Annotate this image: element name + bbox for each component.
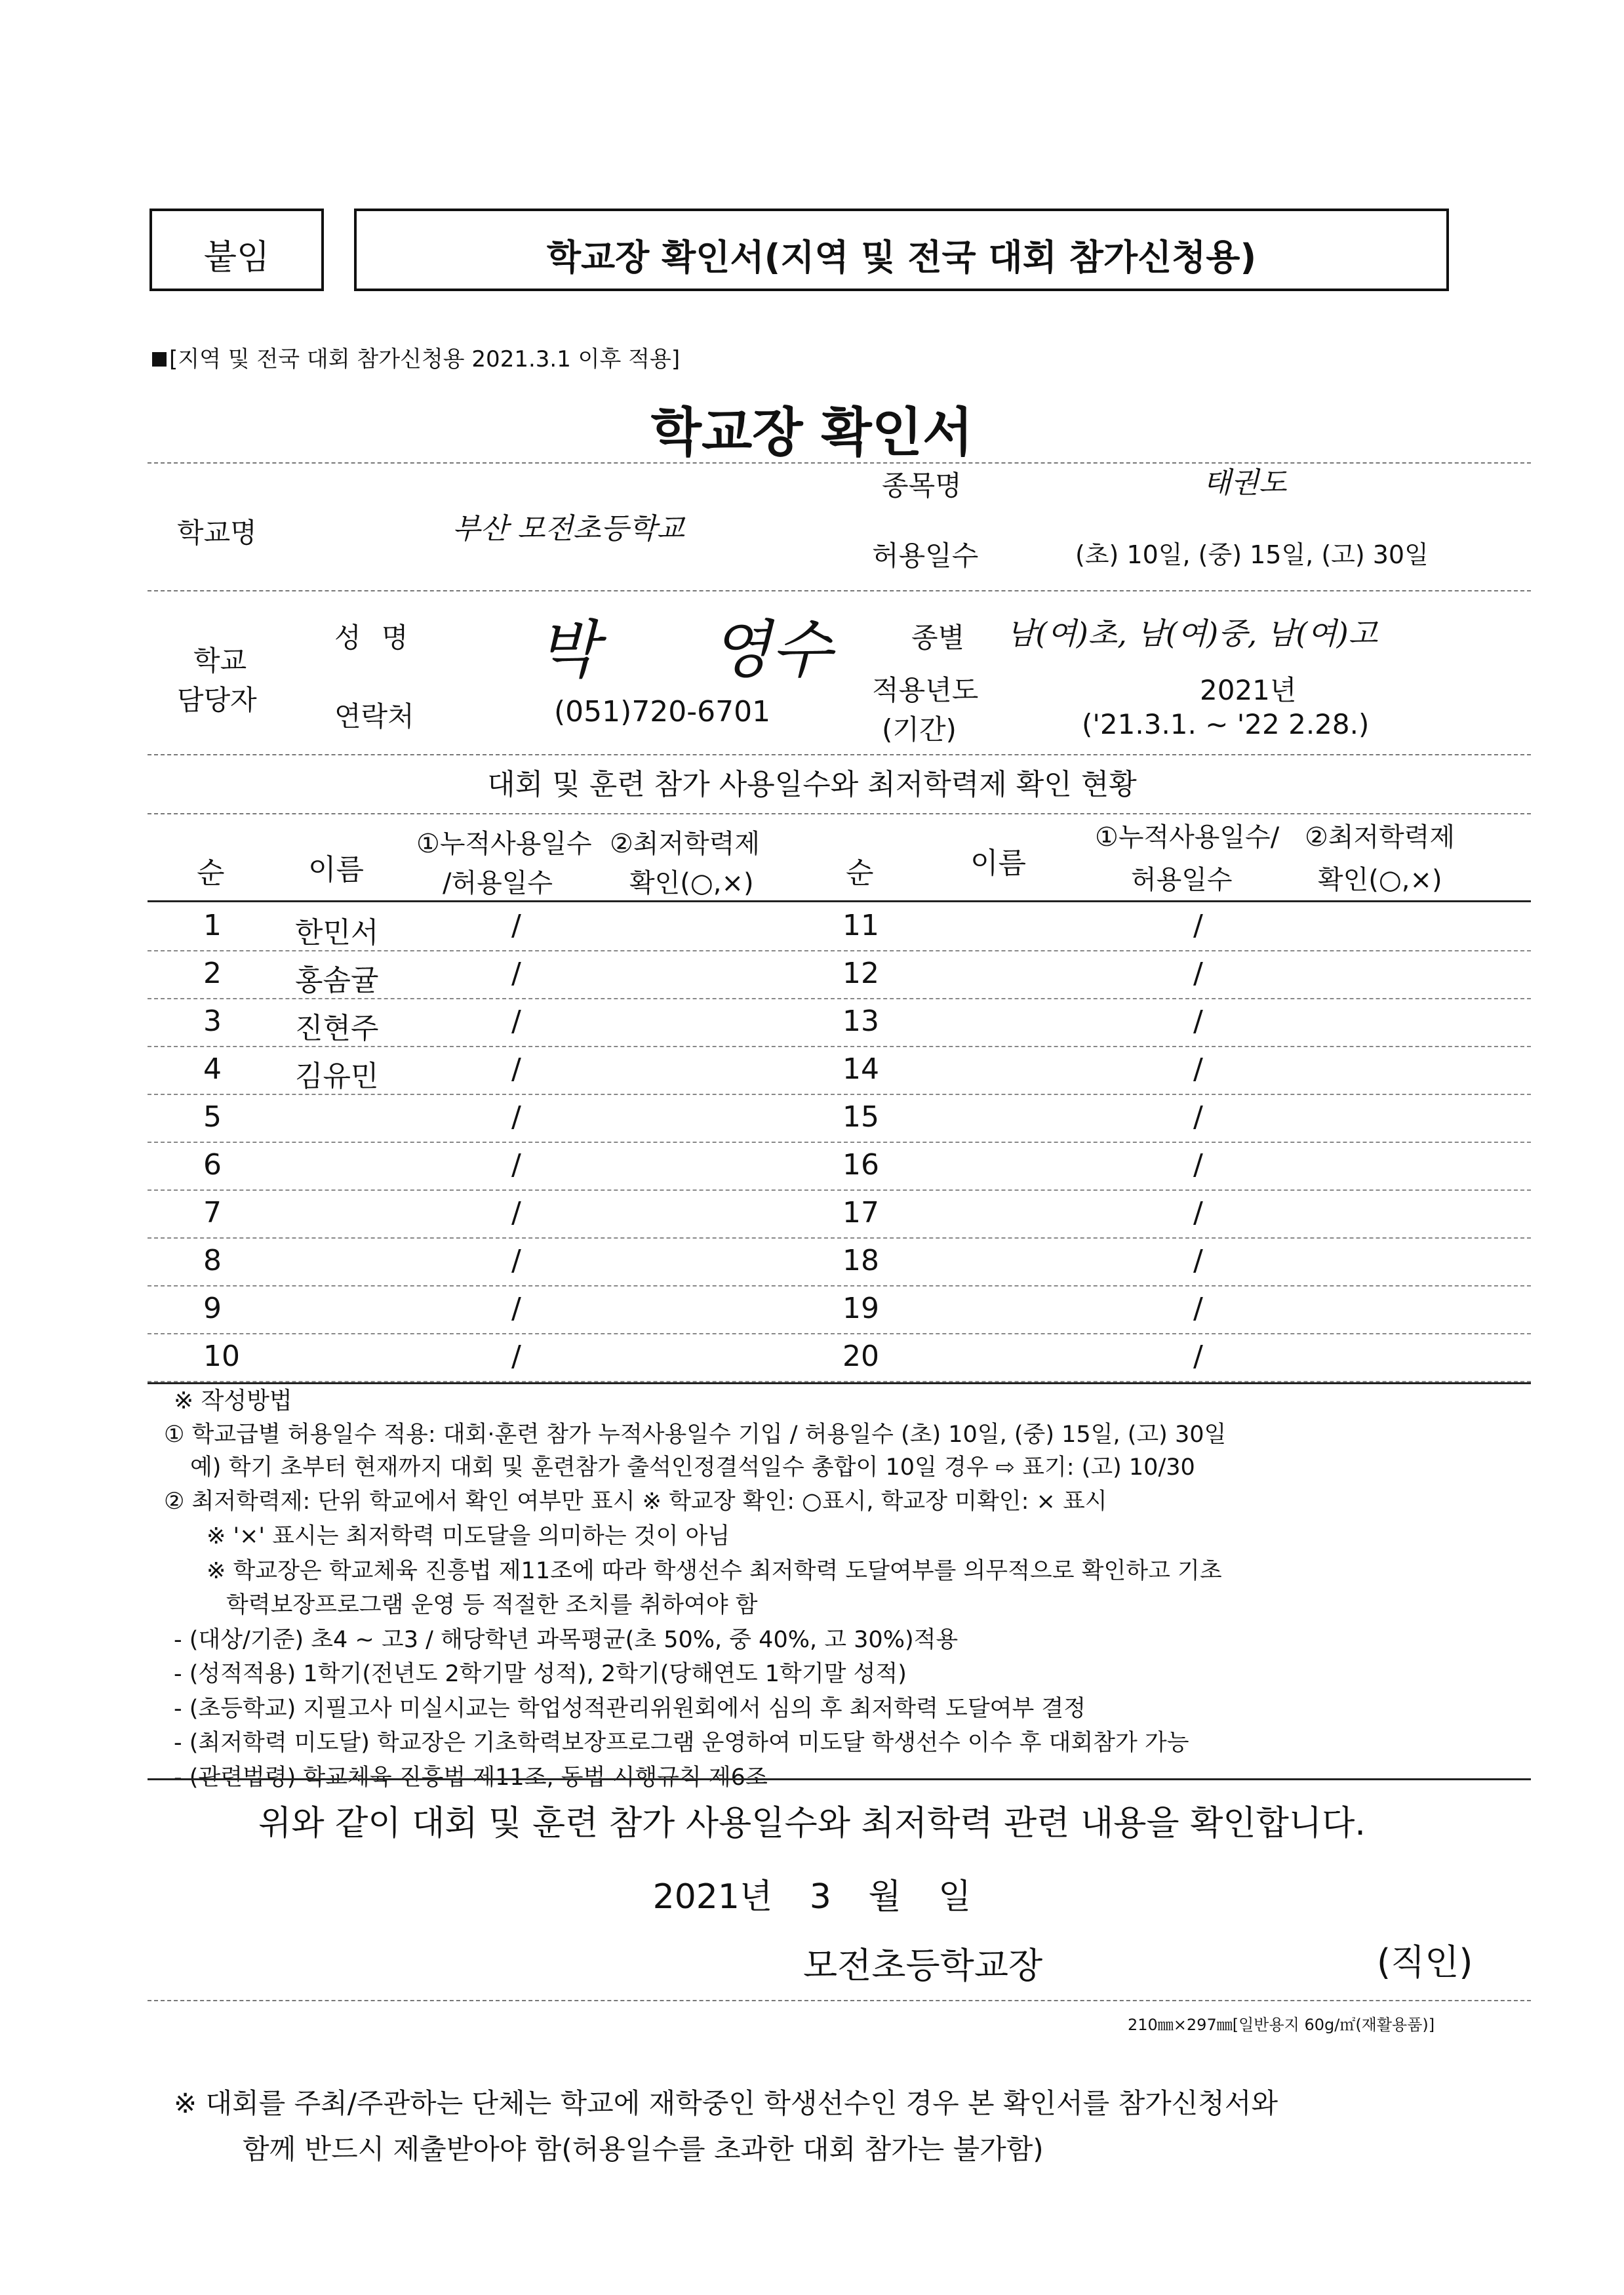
header-acad-right-2: 확인(○,×) bbox=[1318, 865, 1442, 895]
allowed-days-value: (초) 10일, (중) 15일, (고) 30일 bbox=[1075, 540, 1429, 569]
row-number-right: 19 bbox=[842, 1292, 879, 1325]
row-days-right: / bbox=[1193, 1292, 1203, 1325]
row-days-left: / bbox=[511, 1100, 521, 1134]
header-seq-right: 순 bbox=[846, 856, 874, 890]
row-number-right: 11 bbox=[842, 909, 879, 942]
allowed-days-label: 허용일수 bbox=[872, 540, 979, 572]
header-acad-left-2: 확인(○,×) bbox=[629, 868, 754, 898]
row-number-left: 1 bbox=[203, 909, 222, 942]
status-title-rule bbox=[148, 813, 1531, 814]
attachment-tag-box bbox=[149, 209, 324, 291]
table-row bbox=[148, 1047, 1531, 1095]
banner-title: 학교장 확인서(지역 및 전국 대회 참가신청용) bbox=[546, 237, 1257, 278]
principal-name: 모전초등학교장 bbox=[803, 1945, 1043, 1986]
year-value: 2021년 bbox=[1200, 674, 1297, 706]
table-row bbox=[148, 1143, 1531, 1191]
note-line: 예) 학기 초부터 현재까지 대회 및 훈련참가 출석인정결석일수 총합이 10일 경우 ⇨ 표기: (고) 10/30 bbox=[190, 1454, 1195, 1481]
table-row bbox=[148, 904, 1531, 951]
row-days-right: / bbox=[1193, 909, 1203, 942]
row-name-left: 김유민 bbox=[295, 1060, 379, 1093]
row-days-left: / bbox=[511, 1340, 521, 1373]
header-name-right: 이름 bbox=[970, 847, 1027, 880]
row-number-left: 5 bbox=[203, 1100, 222, 1134]
table-row bbox=[148, 1191, 1531, 1239]
header-days-right-1: ①누적사용일수/ bbox=[1095, 822, 1280, 852]
sport-label: 종목명 bbox=[882, 469, 962, 502]
row-number-left: 4 bbox=[203, 1052, 222, 1086]
header-acad-right-1: ②최저학력제 bbox=[1305, 822, 1456, 852]
header-days-left-1: ①누적사용일수 bbox=[416, 829, 592, 859]
note-line: ※ 학교장은 학교체육 진흥법 제11조에 따라 학생선수 최저학력 도달여부를 의무적으로 확인하고 기초 bbox=[207, 1558, 1222, 1584]
table-row bbox=[148, 1287, 1531, 1334]
row-days-right: / bbox=[1193, 1052, 1203, 1086]
row-number-left: 3 bbox=[203, 1005, 222, 1038]
row-number-left: 7 bbox=[203, 1196, 222, 1229]
info-top-rule bbox=[148, 462, 1531, 464]
info-mid-rule bbox=[148, 590, 1531, 591]
row-days-left: / bbox=[511, 1005, 521, 1038]
row-days-right: / bbox=[1193, 1100, 1203, 1134]
row-number-left: 8 bbox=[203, 1244, 222, 1277]
row-number-right: 15 bbox=[842, 1100, 879, 1134]
confirmation-bottom-rule bbox=[148, 2000, 1531, 2001]
school-value: 부산 모전초등학교 bbox=[452, 512, 685, 546]
paper-spec: 210㎜×297㎜[일반용지 60g/㎡(재활용품)] bbox=[1128, 2016, 1435, 2034]
attachment-tag: 붙임 bbox=[203, 238, 270, 277]
contact-value: (051)720-6701 bbox=[554, 695, 771, 728]
row-number-left: 9 bbox=[203, 1292, 222, 1325]
row-number-left: 2 bbox=[203, 957, 222, 990]
school-label: 학교명 bbox=[177, 517, 257, 549]
row-number-right: 13 bbox=[842, 1005, 879, 1038]
row-days-right: / bbox=[1193, 1148, 1203, 1182]
header-days-right-2: 허용일수 bbox=[1131, 865, 1233, 895]
contact-label: 연락처 bbox=[334, 700, 414, 732]
notes-heading: ※ 작성방법 bbox=[174, 1387, 292, 1414]
row-days-right: / bbox=[1193, 957, 1203, 990]
row-number-right: 16 bbox=[842, 1148, 879, 1182]
row-days-right: / bbox=[1193, 1340, 1203, 1373]
row-number-right: 20 bbox=[842, 1340, 879, 1373]
row-number-left: 6 bbox=[203, 1148, 222, 1182]
header-name-left: 이름 bbox=[308, 853, 365, 887]
year-label-1: 적용년도 bbox=[872, 674, 979, 706]
row-number-right: 17 bbox=[842, 1196, 879, 1229]
note-line: - (관련법령) 학교체육 진흥법 제11조, 동법 시행규칙 제6조 bbox=[174, 1765, 768, 1791]
note-line: 학력보장프로그램 운영 등 적절한 조치를 취하여야 함 bbox=[226, 1592, 758, 1618]
row-number-right: 18 bbox=[842, 1244, 879, 1277]
confirmation-statement: 위와 같이 대회 및 훈련 참가 사용일수와 최저학력 관련 내용을 확인합니다. bbox=[258, 1804, 1366, 1843]
row-name-left: 한민서 bbox=[295, 916, 379, 949]
period-value: ('21.3.1. ~ '22 2.28.) bbox=[1082, 708, 1370, 740]
row-days-right: / bbox=[1193, 1244, 1203, 1277]
manager-label-1: 학교 bbox=[193, 645, 247, 677]
table-row bbox=[148, 951, 1531, 999]
row-days-right: / bbox=[1193, 1196, 1203, 1229]
gender-label: 종별 bbox=[911, 622, 965, 654]
row-days-left: / bbox=[511, 1148, 521, 1182]
footer-notice-2: 함께 반드시 제출받아야 함(허용일수를 초과한 대회 참가는 불가함) bbox=[243, 2133, 1044, 2165]
note-line: - (초등학교) 지필고사 미실시교는 학업성적관리위원회에서 심의 후 최저학력 도달여부 결정 bbox=[174, 1696, 1086, 1722]
row-days-left: / bbox=[511, 1292, 521, 1325]
manager-label-2: 담당자 bbox=[177, 684, 257, 716]
header-acad-left-1: ②최저학력제 bbox=[610, 829, 761, 859]
row-days-right: / bbox=[1193, 1005, 1203, 1038]
note-line: ① 학교급별 허용일수 적용: 대회·훈련 참가 누적사용일수 기입 / 허용일수 (초) 10일, (중) 15일, (고) 30일 bbox=[164, 1422, 1227, 1448]
status-section-title: 대회 및 훈련 참가 사용일수와 최저학력제 확인 현황 bbox=[487, 768, 1137, 801]
name-signature: 박 영수 bbox=[538, 613, 832, 687]
note-line: ② 최저학력제: 단위 학교에서 확인 여부만 표시 ※ 학교장 확인: ○표시, 학교장 미확인: × 표시 bbox=[164, 1488, 1107, 1515]
row-number-right: 14 bbox=[842, 1052, 879, 1086]
sport-value: 태권도 bbox=[1203, 466, 1287, 500]
row-days-left: / bbox=[511, 1244, 521, 1277]
row-days-left: / bbox=[511, 909, 521, 942]
name-label: 성 명 bbox=[334, 622, 408, 654]
confirmation-date: 2021년 3 월 일 bbox=[652, 1877, 972, 1917]
row-days-left: / bbox=[511, 957, 521, 990]
status-header-rule bbox=[148, 900, 1531, 902]
gender-value: 남(여)초, 남(여)중, 남(여)고 bbox=[1006, 616, 1378, 651]
header-seq-left: 순 bbox=[197, 856, 225, 890]
notes-bottom-rule bbox=[148, 1778, 1531, 1780]
table-row bbox=[148, 999, 1531, 1047]
principal-seal: (직인) bbox=[1377, 1942, 1473, 1983]
note-line: - (대상/기준) 초4 ~ 고3 / 해당학년 과목평균(초 50%, 중 40%, 고 30%)적용 bbox=[174, 1627, 959, 1653]
banner-title-box bbox=[354, 209, 1449, 291]
applicability-note: [지역 및 전국 대회 참가신청용 2021.3.1 이후 적용] bbox=[152, 341, 680, 373]
table-bottom-rule bbox=[148, 1382, 1531, 1384]
note-line: - (최저학력 미도달) 학교장은 기초학력보장프로그램 운영하여 미도달 학생선수 이수 후 대회참가 가능 bbox=[174, 1730, 1189, 1756]
year-label-2: (기간) bbox=[882, 713, 957, 746]
row-days-left: / bbox=[511, 1052, 521, 1086]
row-number-left: 10 bbox=[203, 1340, 240, 1373]
row-days-left: / bbox=[511, 1196, 521, 1229]
row-number-right: 12 bbox=[842, 957, 879, 990]
note-marker bbox=[152, 352, 167, 367]
note-line: ※ '×' 표시는 최저학력 미도달을 의미하는 것이 아님 bbox=[207, 1523, 730, 1549]
document-title: 학교장 확인서 bbox=[650, 402, 974, 463]
note-line: - (성적적용) 1학기(전년도 2학기말 성적), 2학기(당해연도 1학기말 성적) bbox=[174, 1661, 907, 1687]
row-name-left: 진현주 bbox=[295, 1012, 379, 1045]
row-name-left: 홍솜귤 bbox=[295, 964, 379, 997]
table-row bbox=[148, 1095, 1531, 1143]
table-row bbox=[148, 1239, 1531, 1287]
header-days-left-2: /허용일수 bbox=[443, 868, 553, 898]
table-row bbox=[148, 1334, 1531, 1382]
footer-notice-1: ※ 대회를 주최/주관하는 단체는 학교에 재학중인 학생선수인 경우 본 확인서를 참가신청서와 bbox=[174, 2087, 1278, 2119]
info-bottom-rule bbox=[148, 754, 1531, 755]
